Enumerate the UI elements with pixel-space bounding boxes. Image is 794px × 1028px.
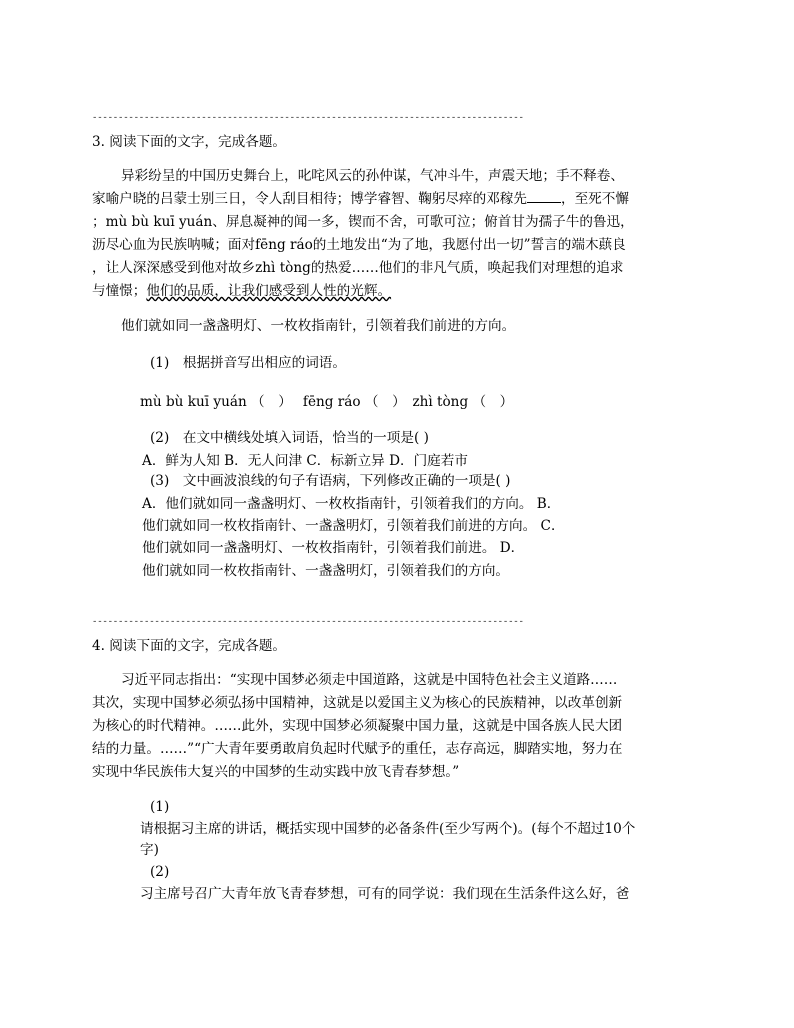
q4-sub1-line: 请根据习主席的讲话，概括实现中国梦的必备条件(至少写两个)。(每个不超过10个 bbox=[140, 821, 636, 837]
q3-passage-line: ；mù bù kuī yuán、屏息凝神的闻一多，锲而不舍，可歌可泣；俯首甘为孺子牛的鲁迅， bbox=[92, 214, 634, 230]
q3-passage-line: 异彩纷呈的中国历史舞台上，叱咤风云的孙仲谋，气冲斗牛，声震天地；手不释卷、 bbox=[121, 168, 624, 184]
q3-sub2-label: (2) 在文中横线处填入词语，恰当的一项是( ) bbox=[150, 430, 429, 446]
q3-heading: 3. 阅读下面的文字，完成各题。 bbox=[92, 134, 287, 150]
q3-passage-line bbox=[92, 281, 391, 301]
separator-line: ----------------------------------------------------------------------------------- bbox=[92, 617, 524, 627]
q4-passage-line: 实现中华民族伟大复兴的中国梦的生动实践中放飞青春梦想。” bbox=[92, 764, 460, 780]
q4-passage-line: 其次，实现中国梦必须弘扬中国精神，这就是以爱国主义为核心的民族精神，以改革创新 bbox=[92, 695, 623, 711]
q3-sub3-option-line: A．他们就如同一盏盏明灯、一枚枚指南针，引领着我们的方向。 B． bbox=[142, 496, 561, 512]
q3-passage-line: ，让人深深感受到他对故乡zhì tòng的热爱……他们的非凡气质，唤起我们对理想的追求 bbox=[92, 260, 624, 276]
q4-sub2-line: 习主席号召广大青年放飞青春梦想，可有的同学说：我们现在生活条件这么好，爸 bbox=[140, 886, 630, 902]
q4-passage-line: 习近平同志指出：“实现中国梦必须走中国道路，这就是中国特色社会主义道路…… bbox=[121, 672, 618, 688]
q3-sub1-label: (1) 根据拼音写出相应的词语。 bbox=[150, 355, 346, 371]
q3-passage-line bbox=[92, 189, 629, 209]
q4-heading: 4. 阅读下面的文字，完成各题。 bbox=[92, 638, 287, 654]
q3-passage-text: ，至死不懈 bbox=[561, 191, 629, 207]
q4-sub2-label: (2) bbox=[150, 864, 170, 880]
q3-sub1-pinyin: mù bù kuī yuán （ ） fēng ráo （ ） zhì tòng （ ） bbox=[140, 394, 514, 410]
q4-passage-line: 为核心的时代精神。……此外，实现中国梦必须凝聚中国力量，这就是中国各族人民大团 bbox=[92, 718, 623, 734]
q3-passage-text: 家喻户晓的吕蒙士别三日，令人刮目相待；博学睿智、鞠躬尽瘁的邓稼先 bbox=[92, 191, 527, 207]
q3-sub3-option-line: 他们就如同一枚枚指南针、一盏盏明灯，引领着我们的方向。 bbox=[142, 563, 510, 579]
q4-sub1-line: 字) bbox=[140, 842, 159, 858]
q3-passage-line: 他们就如同一盏盏明灯、一枚枚指南针，引领着我们前进的方向。 bbox=[121, 318, 516, 334]
wavy-underlined-sentence: 他们的品质，让我们感受到人性的光辉。 bbox=[146, 283, 392, 299]
q3-passage-line: 沥尽心血为民族呐喊；面对fēng ráo的土地发出“为了地，我愿付出一切”誓言的端木蕻良 bbox=[92, 237, 626, 253]
q4-passage-line: 结的力量。……”“广大青年要勇敢肩负起时代赋予的重任，志存高远，脚踏实地，努力在 bbox=[92, 741, 623, 757]
q3-sub3-option-line: 他们就如同一枚枚指南针、一盏盏明灯，引领着我们前进的方向。 C． bbox=[142, 518, 565, 534]
q3-sub3-label: (3) 文中画波浪线的句子有语病，下列修改正确的一项是( ) bbox=[150, 473, 511, 489]
q3-sub3-option-line: 他们就如同一盏盏明灯、一枚枚指南针，引领着我们前进。 D． bbox=[142, 540, 525, 556]
q3-sub2-options: A．鲜为人知 B．无人问津 C．标新立异 D．门庭若市 bbox=[142, 453, 468, 469]
fill-blank[interactable] bbox=[527, 190, 561, 203]
separator-line: ----------------------------------------------------------------------------------- bbox=[92, 113, 524, 123]
q4-sub1-label: (1) bbox=[150, 799, 170, 815]
q3-passage-text: 与憧憬； bbox=[92, 283, 147, 299]
